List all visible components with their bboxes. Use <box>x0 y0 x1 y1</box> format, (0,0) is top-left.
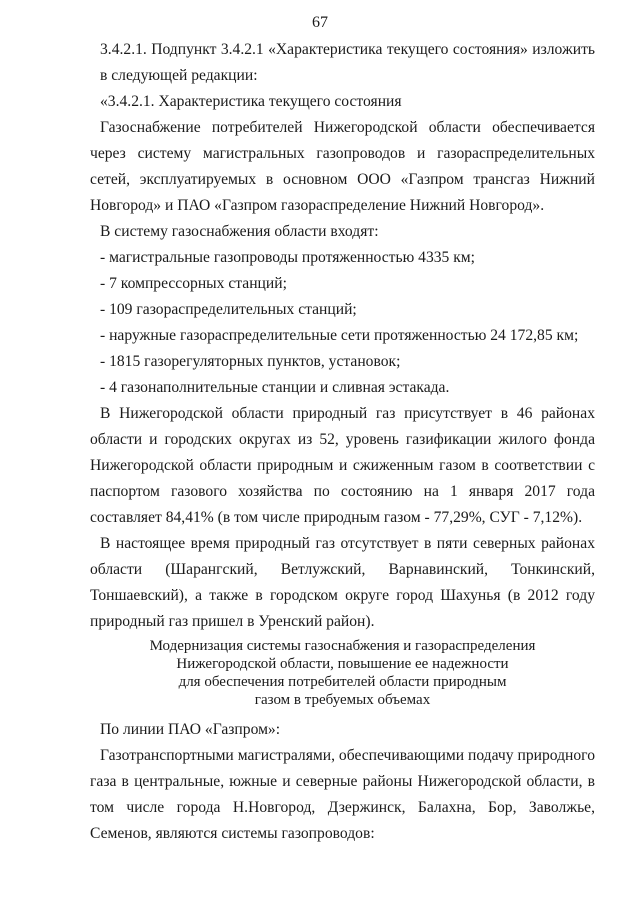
paragraph-transport-mains: Газотранспортными магистралями, обеспечивающими подачу природного газа в центральные, южные и северные районы Нижегородской области, в том числе города Н.Новгород, Дзержинск, Балахна, Бор, Заволжье, Семенов, являются системы газопроводов: <box>90 747 595 842</box>
heading-line: Модернизация системы газоснабжения и газораспределения <box>149 638 536 654</box>
list-item: - магистральные газопроводы протяженностью 4335 км; <box>100 249 476 266</box>
system-list <box>100 245 595 401</box>
document-body <box>90 37 595 847</box>
section-title: «3.4.2.1. Характеристика текущего состояния <box>100 93 402 110</box>
paragraph-gasification-level: В Нижегородской области природный газ присутствует в 46 районах области и городских округах из 52, уровень газификации жилого фонда Нижегородской области природным и сжиженным газом в соответствии с паспортом газового хозяйства по состоянию на 1 января 2017 года составляет 84,41% (в том числе природным газом - 77,29%, СУГ - 7,12%). <box>90 405 595 526</box>
list-item: - 109 газораспределительных станций; <box>100 301 357 318</box>
heading-line: для обеспечения потребителей области природным <box>178 674 507 690</box>
paragraph-system-intro: В систему газоснабжения области входят: <box>100 223 379 240</box>
list-item: - 4 газонаполнительные станции и сливная эстакада. <box>100 379 450 396</box>
paragraph-gas-supply: Газоснабжение потребителей Нижегородской области обеспечивается через систему магистральных газопроводов и газораспределительных сетей, эксплуатируемых в основном ООО «Газпром трансгаз Нижний Новгород» и ПАО «Газпром газораспределение Нижний Новгород». <box>90 119 595 214</box>
list-item: - 7 компрессорных станций; <box>100 275 287 292</box>
list-item: - 1815 газорегуляторных пунктов, установок; <box>100 353 401 370</box>
amendment-text: 3.4.2.1. Подпункт 3.4.2.1 «Характеристика текущего состояния» изложить в следующей редакции: <box>100 41 595 84</box>
page-number: 67 <box>312 14 328 31</box>
paragraph-amendment <box>100 37 595 89</box>
paragraph-north-districts: В настоящее время природный газ отсутствует в пяти северных районах области (Шарангский, Ветлужский, Варнавинский, Тонкинский, Тоншаевский), а также в городском округе город Шахунья (в 2012 году природный газ пришел в Уренский район). <box>90 535 595 630</box>
paragraph-gazprom-line: По линии ПАО «Газпром»: <box>100 721 281 738</box>
heading-line: Нижегородской области, повышение ее надежности <box>176 656 509 672</box>
section-heading <box>90 635 595 717</box>
heading-line: газом в требуемых объемах <box>254 692 431 708</box>
list-item: - наружные газораспределительные сети протяженностью 24 172,85 км; <box>100 327 579 344</box>
